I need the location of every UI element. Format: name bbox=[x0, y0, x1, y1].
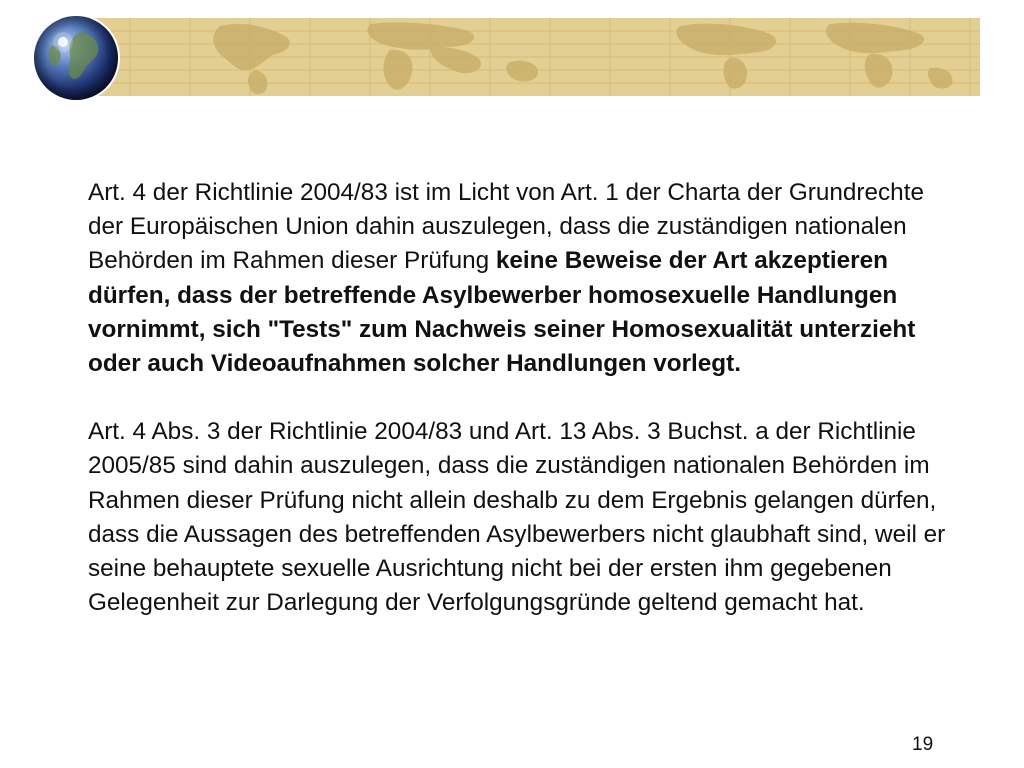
paragraph-1-bold-text: keine Beweise der Art akzeptieren dürfen, dass der betreffende Asylbewerber homosexuelle Handlungen vornimmt, sich "Tests" zum Nachweis seiner Homosexualität unterzieht oder auch Videoaufnahmen solcher Handlungen vorlegt. bbox=[88, 247, 916, 378]
page-number: 19 bbox=[912, 734, 934, 755]
paragraph-1-text: Art. 4 der Richtlinie 2004/83 ist im Licht von Art. 1 der Charta der Grundrechte der Europäischen Union dahin auszulegen, dass die zuständigen nationalen Behörden im Rahmen dieser Prüfung bbox=[88, 179, 924, 275]
paragraph-2: Art. 4 Abs. 3 der Richtlinie 2004/83 und Art. 13 Abs. 3 Buchst. a der Richtlinie 2005/85 sind dahin auszulegen, dass die zuständigen nationalen Behörden im Rahmen dieser Prüfung nicht allein deshalb zu dem Ergebnis gelangen dürfen, dass die Aussagen des betreffenden Asylbewerbers nicht glaubhaft sind, weil er seine behauptete sexuelle Ausrichtung nicht bei der ersten ihm gegebenen Gelegenheit zur Darlegung der Verfolgungsgründe geltend gemacht hat. bbox=[88, 418, 946, 617]
world-map-banner bbox=[70, 18, 980, 96]
paragraph-1 bbox=[88, 176, 948, 381]
paragraph-spacer bbox=[88, 381, 948, 415]
globe-icon bbox=[30, 12, 122, 104]
world-map-icon bbox=[70, 18, 980, 96]
slide-body bbox=[88, 176, 948, 620]
